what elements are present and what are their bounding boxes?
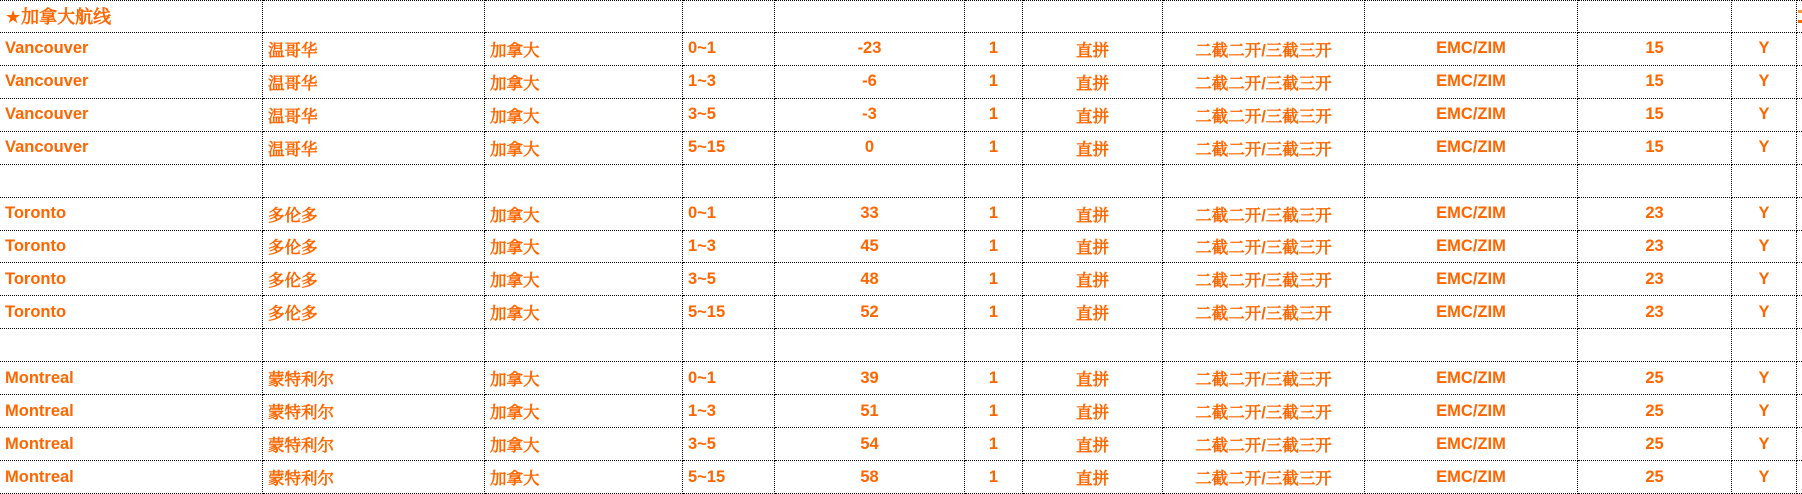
cell-unit[interactable]: 1: [965, 461, 1023, 494]
empty-cell[interactable]: [683, 0, 775, 33]
section-title-cell[interactable]: ★加拿大航线: [0, 0, 263, 33]
cell-city-cn[interactable]: 蒙特利尔: [263, 395, 485, 428]
empty-cell[interactable]: [965, 329, 1023, 362]
cell-service-type[interactable]: 直拼: [1023, 428, 1163, 461]
empty-cell[interactable]: [1023, 329, 1163, 362]
cell-carrier[interactable]: EMC/ZIM: [1365, 395, 1578, 428]
cell-transit-days[interactable]: 23: [1578, 263, 1732, 296]
cell-cutoff-schedule[interactable]: 二截二开/三截三开: [1163, 66, 1365, 99]
empty-cell: [1797, 461, 1802, 494]
cell-unit[interactable]: 1: [965, 33, 1023, 66]
cell-service-type[interactable]: 直拼: [1023, 66, 1163, 99]
empty-cell[interactable]: [263, 0, 485, 33]
empty-cell[interactable]: [1163, 165, 1365, 198]
cell-city-en[interactable]: Montreal: [0, 461, 263, 494]
empty-cell[interactable]: [485, 329, 683, 362]
cell-weight-range[interactable]: 5~15: [683, 461, 775, 494]
cell-weight-range[interactable]: 3~5: [683, 428, 775, 461]
cell-service-type[interactable]: 直拼: [1023, 362, 1163, 395]
cell-country[interactable]: 加拿大: [485, 198, 683, 231]
cell-service-type[interactable]: 直拼: [1023, 296, 1163, 329]
cell-confirm-flag[interactable]: Y: [1732, 263, 1797, 296]
clipped-text-fragment: [1797, 0, 1802, 33]
cell-carrier[interactable]: EMC/ZIM: [1365, 132, 1578, 165]
cell-unit[interactable]: 1: [965, 296, 1023, 329]
cell-cutoff-schedule[interactable]: 二截二开/三截三开: [1163, 395, 1365, 428]
cell-country[interactable]: 加拿大: [485, 231, 683, 264]
cell-country[interactable]: 加拿大: [485, 362, 683, 395]
cell-rate[interactable]: 52: [775, 296, 965, 329]
cell-service-type[interactable]: 直拼: [1023, 132, 1163, 165]
cell-cutoff-schedule[interactable]: 二截二开/三截三开: [1163, 428, 1365, 461]
empty-cell[interactable]: [775, 329, 965, 362]
cell-city-en[interactable]: Vancouver: [0, 132, 263, 165]
empty-cell[interactable]: [0, 165, 263, 198]
cell-city-en[interactable]: Toronto: [0, 296, 263, 329]
cell-unit[interactable]: 1: [965, 231, 1023, 264]
empty-cell[interactable]: [1365, 165, 1578, 198]
cell-rate[interactable]: -23: [775, 33, 965, 66]
empty-cell[interactable]: [263, 329, 485, 362]
cell-city-en[interactable]: Vancouver: [0, 99, 263, 132]
cell-transit-days[interactable]: 15: [1578, 66, 1732, 99]
cell-unit[interactable]: 1: [965, 99, 1023, 132]
cell-country[interactable]: 加拿大: [485, 263, 683, 296]
cell-city-cn[interactable]: 蒙特利尔: [263, 362, 485, 395]
cell-city-cn[interactable]: 温哥华: [263, 66, 485, 99]
cell-cutoff-schedule[interactable]: 二截二开/三截三开: [1163, 33, 1365, 66]
cell-cutoff-schedule[interactable]: 二截二开/三截三开: [1163, 231, 1365, 264]
cell-service-type[interactable]: 直拼: [1023, 231, 1163, 264]
cell-carrier[interactable]: EMC/ZIM: [1365, 296, 1578, 329]
cell-rate[interactable]: -3: [775, 99, 965, 132]
empty-cell: [1797, 296, 1802, 329]
cell-city-en[interactable]: Toronto: [0, 263, 263, 296]
cell-country[interactable]: 加拿大: [485, 66, 683, 99]
cell-confirm-flag[interactable]: Y: [1732, 395, 1797, 428]
cell-weight-range[interactable]: 1~3: [683, 66, 775, 99]
cell-rate[interactable]: 48: [775, 263, 965, 296]
cell-service-type[interactable]: 直拼: [1023, 198, 1163, 231]
cell-confirm-flag[interactable]: Y: [1732, 296, 1797, 329]
cell-city-en[interactable]: Vancouver: [0, 33, 263, 66]
cell-carrier[interactable]: EMC/ZIM: [1365, 362, 1578, 395]
empty-cell: [1797, 231, 1802, 264]
empty-cell: [1797, 132, 1802, 165]
cell-weight-range[interactable]: 3~5: [683, 99, 775, 132]
cell-transit-days[interactable]: 23: [1578, 296, 1732, 329]
cell-unit[interactable]: 1: [965, 132, 1023, 165]
cell-unit[interactable]: 1: [965, 263, 1023, 296]
cell-country[interactable]: 加拿大: [485, 99, 683, 132]
empty-cell[interactable]: [775, 0, 965, 33]
cell-city-cn[interactable]: 多伦多: [263, 231, 485, 264]
cell-city-en[interactable]: Montreal: [0, 362, 263, 395]
cell-cutoff-schedule[interactable]: 二截二开/三截三开: [1163, 132, 1365, 165]
cell-carrier[interactable]: EMC/ZIM: [1365, 231, 1578, 264]
cell-rate[interactable]: 45: [775, 231, 965, 264]
cell-service-type[interactable]: 直拼: [1023, 99, 1163, 132]
cell-carrier[interactable]: EMC/ZIM: [1365, 66, 1578, 99]
cell-confirm-flag[interactable]: Y: [1732, 99, 1797, 132]
cell-city-cn[interactable]: 多伦多: [263, 263, 485, 296]
empty-cell[interactable]: [485, 165, 683, 198]
empty-cell: [1797, 263, 1802, 296]
empty-cell: [1797, 329, 1802, 362]
cell-unit[interactable]: 1: [965, 395, 1023, 428]
cell-service-type[interactable]: 直拼: [1023, 461, 1163, 494]
empty-cell[interactable]: [1365, 329, 1578, 362]
cell-cutoff-schedule[interactable]: 二截二开/三截三开: [1163, 263, 1365, 296]
empty-cell: [1797, 66, 1802, 99]
cell-transit-days[interactable]: 25: [1578, 461, 1732, 494]
empty-cell[interactable]: [683, 165, 775, 198]
cell-rate[interactable]: 58: [775, 461, 965, 494]
cell-city-en[interactable]: Montreal: [0, 428, 263, 461]
cell-service-type[interactable]: 直拼: [1023, 263, 1163, 296]
empty-cell: [1797, 428, 1802, 461]
cell-weight-range[interactable]: 5~15: [683, 296, 775, 329]
cell-confirm-flag[interactable]: Y: [1732, 362, 1797, 395]
cell-transit-days[interactable]: 25: [1578, 362, 1732, 395]
cell-rate[interactable]: 33: [775, 198, 965, 231]
cell-weight-range[interactable]: 0~1: [683, 33, 775, 66]
empty-cell: [1797, 99, 1802, 132]
empty-cell[interactable]: [965, 165, 1023, 198]
cell-transit-days[interactable]: 23: [1578, 231, 1732, 264]
empty-cell[interactable]: [683, 329, 775, 362]
cell-unit[interactable]: 1: [965, 66, 1023, 99]
cell-confirm-flag[interactable]: Y: [1732, 428, 1797, 461]
cell-city-en[interactable]: Montreal: [0, 395, 263, 428]
empty-cell[interactable]: [1365, 0, 1578, 33]
cell-city-cn[interactable]: 蒙特利尔: [263, 461, 485, 494]
cell-city-en[interactable]: Toronto: [0, 231, 263, 264]
cell-transit-days[interactable]: 23: [1578, 198, 1732, 231]
cell-country[interactable]: 加拿大: [485, 132, 683, 165]
empty-cell[interactable]: [1163, 329, 1365, 362]
cell-transit-days[interactable]: 25: [1578, 428, 1732, 461]
cell-weight-range[interactable]: 5~15: [683, 132, 775, 165]
cell-confirm-flag[interactable]: Y: [1732, 198, 1797, 231]
cell-country[interactable]: 加拿大: [485, 461, 683, 494]
empty-cell: [1797, 165, 1802, 198]
cell-country[interactable]: 加拿大: [485, 395, 683, 428]
cell-cutoff-schedule[interactable]: 二截二开/三截三开: [1163, 362, 1365, 395]
cell-country[interactable]: 加拿大: [485, 33, 683, 66]
cell-carrier[interactable]: EMC/ZIM: [1365, 198, 1578, 231]
cell-transit-days[interactable]: 25: [1578, 395, 1732, 428]
cell-confirm-flag[interactable]: Y: [1732, 33, 1797, 66]
cell-carrier[interactable]: EMC/ZIM: [1365, 263, 1578, 296]
cell-transit-days[interactable]: 15: [1578, 99, 1732, 132]
cell-city-cn[interactable]: 温哥华: [263, 99, 485, 132]
empty-cell[interactable]: [1023, 165, 1163, 198]
cell-carrier[interactable]: EMC/ZIM: [1365, 428, 1578, 461]
cell-city-cn[interactable]: 多伦多: [263, 296, 485, 329]
cell-rate[interactable]: 51: [775, 395, 965, 428]
cell-carrier[interactable]: EMC/ZIM: [1365, 99, 1578, 132]
empty-cell[interactable]: [965, 0, 1023, 33]
cell-carrier[interactable]: EMC/ZIM: [1365, 33, 1578, 66]
cell-weight-range[interactable]: 0~1: [683, 198, 775, 231]
cell-country[interactable]: 加拿大: [485, 428, 683, 461]
cell-rate[interactable]: -6: [775, 66, 965, 99]
empty-cell[interactable]: [1023, 0, 1163, 33]
cell-country[interactable]: 加拿大: [485, 296, 683, 329]
cell-confirm-flag[interactable]: Y: [1732, 132, 1797, 165]
cell-city-en[interactable]: Toronto: [0, 198, 263, 231]
cell-rate[interactable]: 39: [775, 362, 965, 395]
cell-service-type[interactable]: 直拼: [1023, 33, 1163, 66]
cell-weight-range[interactable]: 0~1: [683, 362, 775, 395]
cell-city-en[interactable]: Vancouver: [0, 66, 263, 99]
empty-cell[interactable]: [263, 165, 485, 198]
empty-cell[interactable]: [1578, 165, 1732, 198]
cell-city-cn[interactable]: 多伦多: [263, 198, 485, 231]
cell-city-cn[interactable]: 蒙特利尔: [263, 428, 485, 461]
cell-city-cn[interactable]: 温哥华: [263, 33, 485, 66]
cell-transit-days[interactable]: 15: [1578, 33, 1732, 66]
cell-rate[interactable]: 54: [775, 428, 965, 461]
empty-cell: [1797, 362, 1802, 395]
empty-cell[interactable]: [1732, 165, 1797, 198]
cell-carrier[interactable]: EMC/ZIM: [1365, 461, 1578, 494]
cell-weight-range[interactable]: 3~5: [683, 263, 775, 296]
cell-confirm-flag[interactable]: Y: [1732, 231, 1797, 264]
empty-cell[interactable]: [1163, 0, 1365, 33]
cell-unit[interactable]: 1: [965, 428, 1023, 461]
cell-transit-days[interactable]: 15: [1578, 132, 1732, 165]
cell-weight-range[interactable]: 1~3: [683, 231, 775, 264]
empty-cell[interactable]: [1578, 329, 1732, 362]
empty-cell[interactable]: [1732, 0, 1797, 33]
empty-cell: [1797, 198, 1802, 231]
empty-cell[interactable]: [485, 0, 683, 33]
empty-cell[interactable]: [1732, 329, 1797, 362]
empty-cell: [1797, 395, 1802, 428]
cell-cutoff-schedule[interactable]: 二截二开/三截三开: [1163, 296, 1365, 329]
empty-cell[interactable]: [775, 165, 965, 198]
empty-cell[interactable]: [1578, 0, 1732, 33]
cell-confirm-flag[interactable]: Y: [1732, 66, 1797, 99]
cell-confirm-flag[interactable]: Y: [1732, 461, 1797, 494]
cell-rate[interactable]: 0: [775, 132, 965, 165]
empty-cell: [1797, 33, 1802, 66]
cell-city-cn[interactable]: 温哥华: [263, 132, 485, 165]
cell-cutoff-schedule[interactable]: 二截二开/三截三开: [1163, 198, 1365, 231]
empty-cell[interactable]: [0, 329, 263, 362]
cell-cutoff-schedule[interactable]: 二截二开/三截三开: [1163, 461, 1365, 494]
cell-unit[interactable]: 1: [965, 362, 1023, 395]
cell-cutoff-schedule[interactable]: 二截二开/三截三开: [1163, 99, 1365, 132]
cell-service-type[interactable]: 直拼: [1023, 395, 1163, 428]
cell-unit[interactable]: 1: [965, 198, 1023, 231]
cell-weight-range[interactable]: 1~3: [683, 395, 775, 428]
